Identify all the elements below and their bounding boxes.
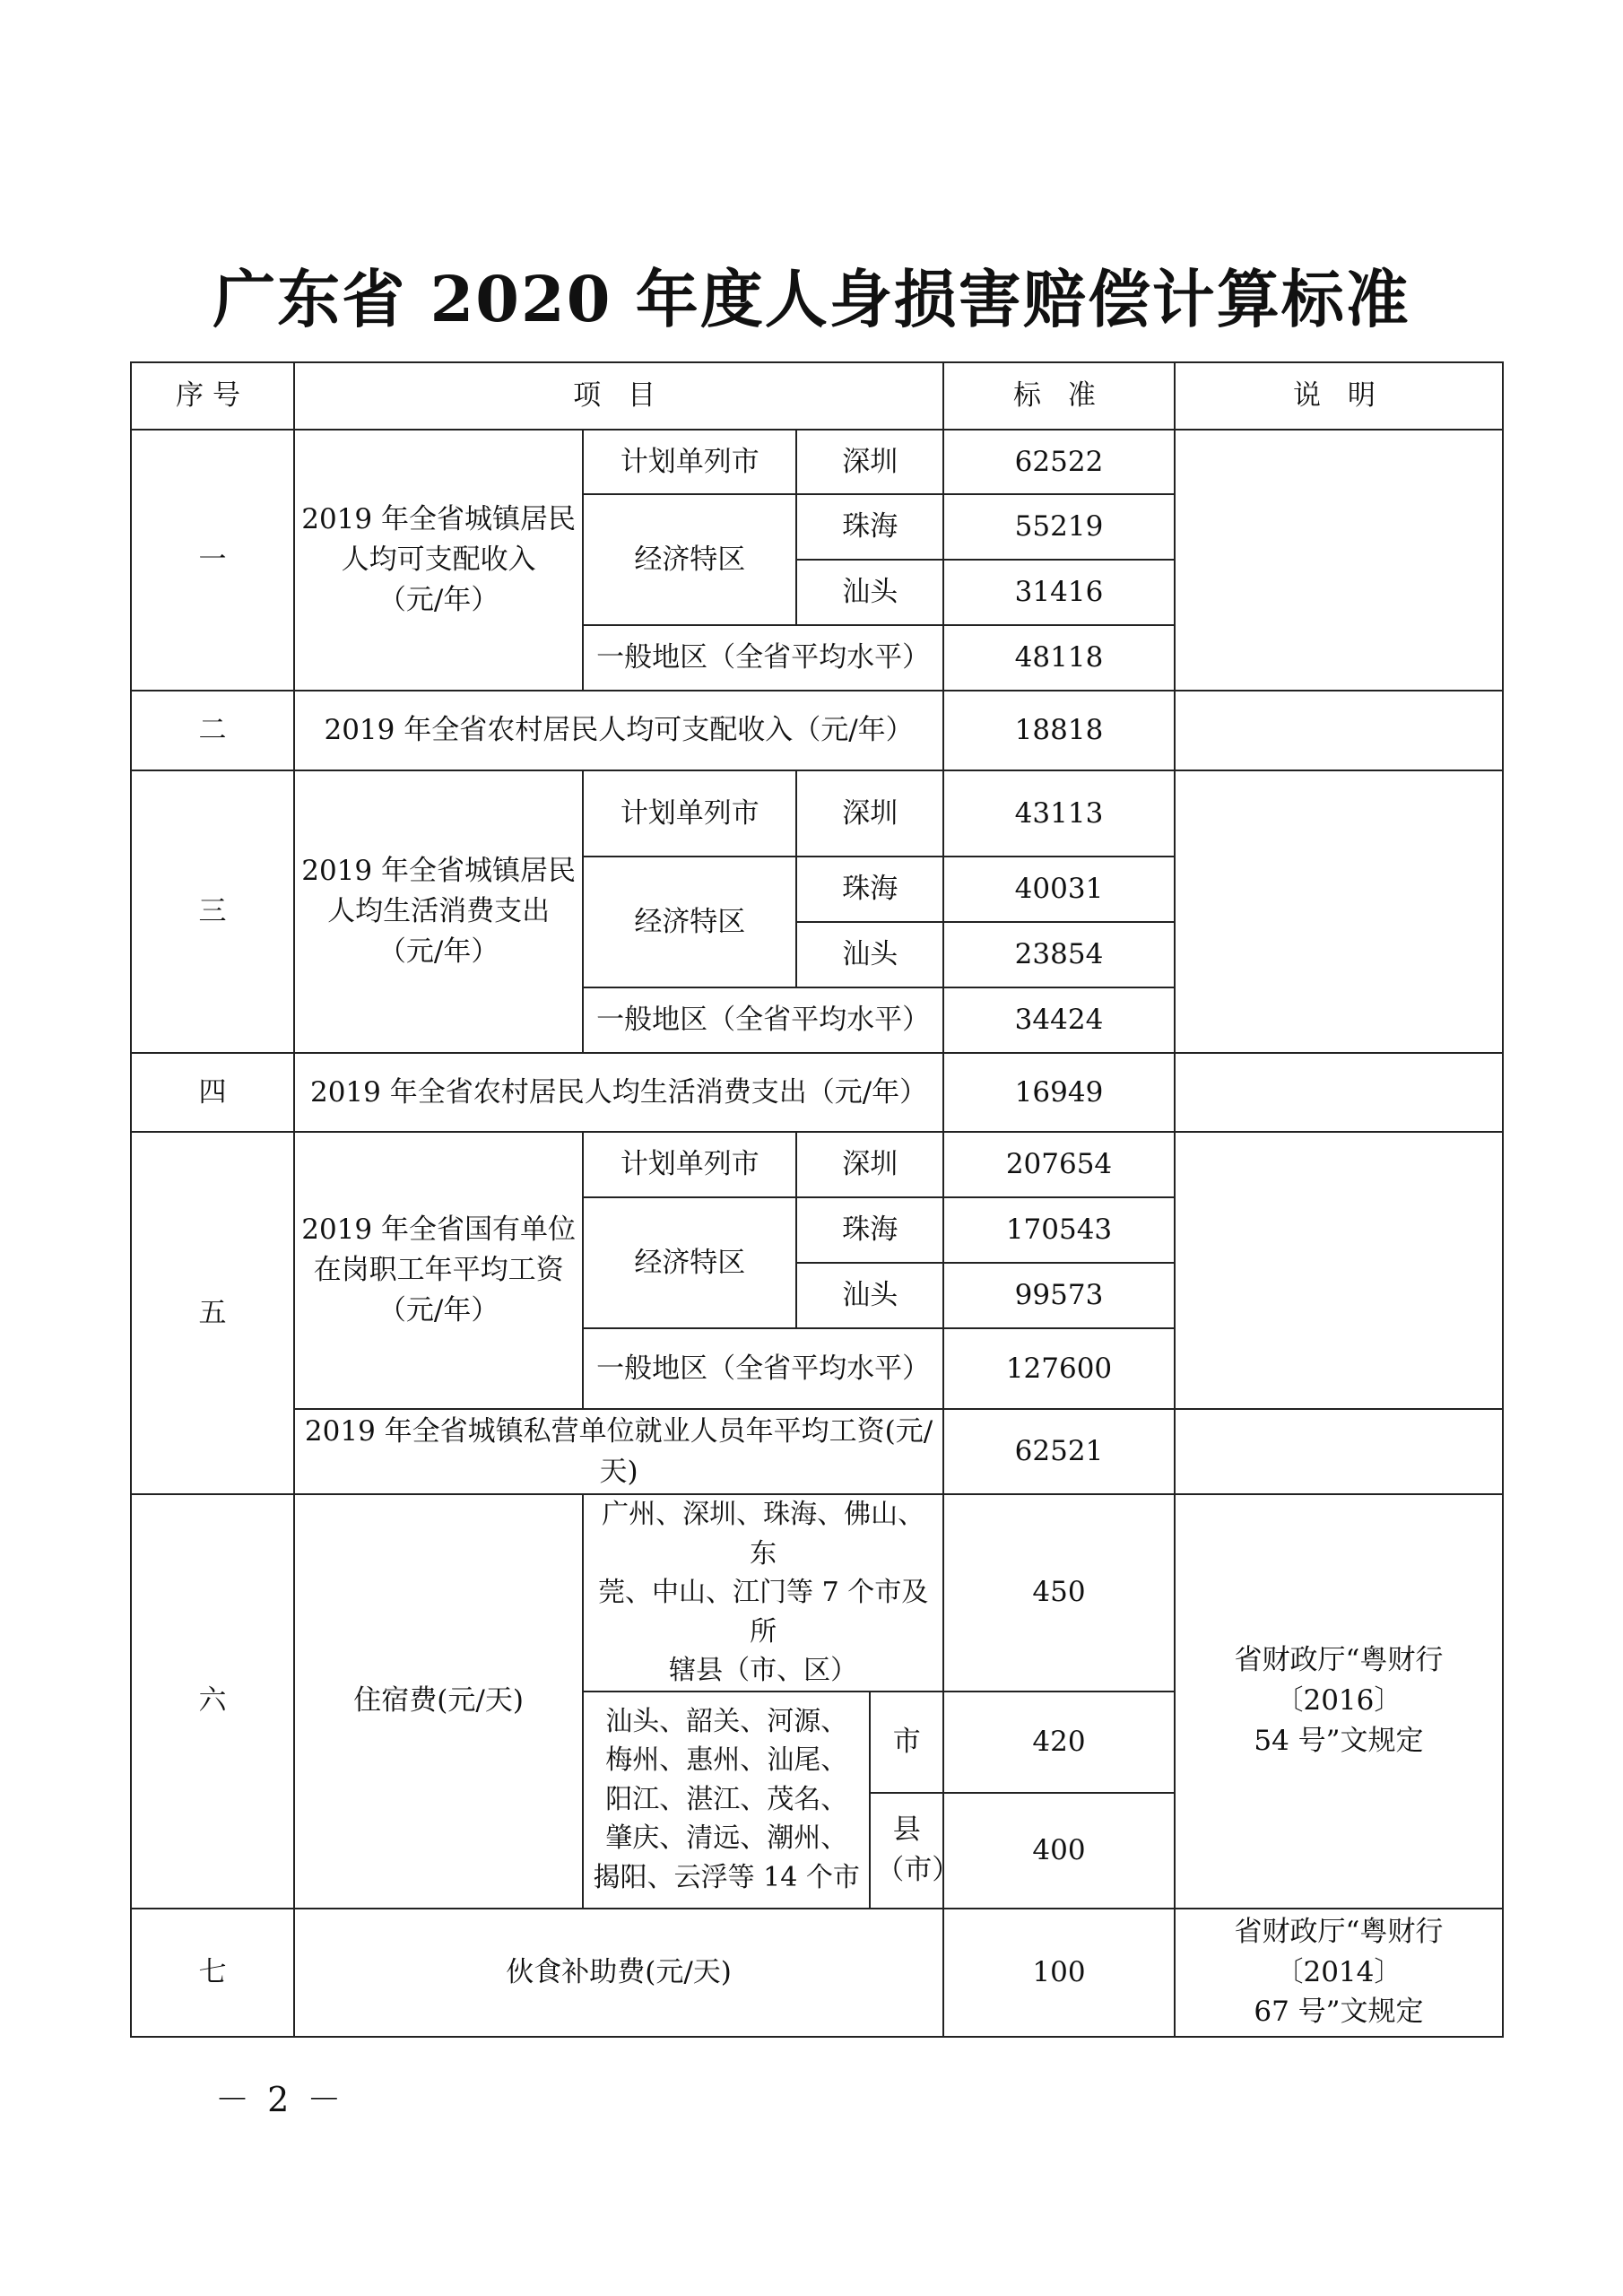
header-note: 说 明 bbox=[1175, 362, 1503, 430]
value-cell: 34424 bbox=[943, 987, 1175, 1053]
value-cell: 43113 bbox=[943, 770, 1175, 857]
value-cell: 100 bbox=[943, 1909, 1175, 2037]
note-line: 54 号”文规定 bbox=[1254, 1725, 1424, 1758]
region-cell bbox=[583, 1692, 870, 1909]
category-cell: 计划单列市 bbox=[583, 430, 796, 494]
region-line: 肇庆、清远、潮州、 bbox=[605, 1822, 848, 1855]
value-cell: 207654 bbox=[943, 1132, 1175, 1197]
value-cell: 400 bbox=[943, 1793, 1175, 1909]
city-cell: 深圳 bbox=[796, 1132, 943, 1197]
value-cell: 450 bbox=[943, 1494, 1175, 1692]
page-number: － 2 － bbox=[215, 2080, 345, 2119]
note-cell bbox=[1175, 1409, 1503, 1494]
table-row bbox=[131, 1132, 1503, 1197]
note-cell bbox=[1175, 1053, 1503, 1132]
value-cell: 99573 bbox=[943, 1263, 1175, 1328]
compensation-standards-table bbox=[130, 361, 1504, 2038]
value-cell: 55219 bbox=[943, 494, 1175, 560]
table-row bbox=[131, 691, 1503, 770]
category-cell: 经济特区 bbox=[583, 857, 796, 987]
seq-cell: 五 bbox=[131, 1132, 294, 1494]
item-cell: 住宿费(元/天) bbox=[294, 1494, 583, 1909]
note-line: 省财政厅“粤财行〔2016〕 bbox=[1234, 1644, 1444, 1718]
city-cell: 珠海 bbox=[796, 494, 943, 560]
value-cell: 40031 bbox=[943, 857, 1175, 922]
note-cell bbox=[1175, 691, 1503, 770]
city-cell: 深圳 bbox=[796, 770, 943, 857]
region-line: 梅州、惠州、汕尾、 bbox=[605, 1744, 848, 1777]
item-cell bbox=[294, 430, 583, 691]
value-cell: 62522 bbox=[943, 430, 1175, 494]
seq-cell: 一 bbox=[131, 430, 294, 691]
item-line: 2019 年全省城镇居民 bbox=[301, 855, 576, 888]
seq-cell: 四 bbox=[131, 1053, 294, 1132]
region-line: 汕头、韶关、河源、 bbox=[605, 1705, 848, 1737]
value-cell: 127600 bbox=[943, 1328, 1175, 1409]
city-label-cell: 市 bbox=[870, 1692, 943, 1793]
value-cell: 62521 bbox=[943, 1409, 1175, 1494]
category-cell: 一般地区（全省平均水平） bbox=[583, 987, 943, 1053]
item-cell: 2019 年全省农村居民人均生活消费支出（元/年） bbox=[294, 1053, 943, 1132]
value-cell: 420 bbox=[943, 1692, 1175, 1793]
region-cell bbox=[583, 1494, 943, 1692]
item-line: 人均生活消费支出 bbox=[327, 895, 551, 928]
item-line: （元/年） bbox=[378, 935, 499, 968]
city-cell: 汕头 bbox=[796, 922, 943, 987]
item-line: 2019 年全省国有单位 bbox=[301, 1213, 576, 1247]
item-cell: 伙食补助费(元/天) bbox=[294, 1909, 943, 2037]
city-cell: 汕头 bbox=[796, 1263, 943, 1328]
table-header-row bbox=[131, 362, 1503, 430]
item-cell: 2019 年全省农村居民人均可支配收入（元/年） bbox=[294, 691, 943, 770]
header-seq: 序号 bbox=[131, 362, 294, 430]
note-cell bbox=[1175, 1909, 1503, 2037]
item-line: 在岗职工年平均工资 bbox=[313, 1254, 564, 1287]
region-line: 莞、中山、江门等 7 个市及所 bbox=[598, 1577, 929, 1648]
seq-cell: 七 bbox=[131, 1909, 294, 2037]
region-line: 揭阳、云浮等 14 个市 bbox=[593, 1861, 860, 1893]
note-cell bbox=[1175, 770, 1503, 1053]
seq-cell: 二 bbox=[131, 691, 294, 770]
value-cell: 170543 bbox=[943, 1197, 1175, 1263]
table-row bbox=[131, 770, 1503, 857]
category-cell: 计划单列市 bbox=[583, 1132, 796, 1197]
category-cell: 经济特区 bbox=[583, 494, 796, 625]
item-line: （元/年） bbox=[378, 1293, 499, 1326]
value-cell: 31416 bbox=[943, 560, 1175, 625]
value-cell: 23854 bbox=[943, 922, 1175, 987]
value-cell: 48118 bbox=[943, 625, 1175, 691]
item-line: 人均可支配收入 bbox=[341, 544, 536, 577]
note-cell bbox=[1175, 1132, 1503, 1409]
region-line: 辖县（市、区） bbox=[669, 1655, 858, 1686]
item-cell bbox=[294, 770, 583, 1053]
table-row bbox=[131, 1909, 1503, 2037]
note-cell bbox=[1175, 1494, 1503, 1909]
value-cell: 16949 bbox=[943, 1053, 1175, 1132]
note-cell bbox=[1175, 430, 1503, 691]
seq-cell: 三 bbox=[131, 770, 294, 1053]
region-line: 阳江、湛江、茂名、 bbox=[605, 1783, 848, 1815]
category-cell: 一般地区（全省平均水平） bbox=[583, 1328, 943, 1409]
city-cell: 珠海 bbox=[796, 1197, 943, 1263]
city-cell: 珠海 bbox=[796, 857, 943, 922]
item-line: 2019 年全省城镇居民 bbox=[301, 503, 576, 536]
header-std: 标 准 bbox=[943, 362, 1175, 430]
category-cell: 经济特区 bbox=[583, 1197, 796, 1328]
note-line: 67 号”文规定 bbox=[1254, 1996, 1424, 2029]
item-line: （元/年） bbox=[378, 583, 499, 616]
header-item: 项 目 bbox=[294, 362, 943, 430]
value-cell: 18818 bbox=[943, 691, 1175, 770]
table-row bbox=[131, 430, 1503, 494]
region-line: 广州、深圳、珠海、佛山、东 bbox=[602, 1499, 925, 1570]
note-line: 省财政厅“粤财行〔2014〕 bbox=[1234, 1915, 1444, 1988]
document-title: 广东省 2020 年度人身损害赔偿计算标准 bbox=[213, 262, 1410, 336]
city-cell: 汕头 bbox=[796, 560, 943, 625]
table-row bbox=[131, 1053, 1503, 1132]
city-cell: 深圳 bbox=[796, 430, 943, 494]
county-label-cell: 县（市） bbox=[870, 1793, 943, 1909]
category-cell: 计划单列市 bbox=[583, 770, 796, 857]
table-row bbox=[131, 1494, 1503, 1692]
category-cell: 一般地区（全省平均水平） bbox=[583, 625, 943, 691]
table-row bbox=[131, 1409, 1503, 1494]
item-cell: 2019 年全省城镇私营单位就业人员年平均工资(元/天) bbox=[294, 1409, 943, 1494]
item-cell bbox=[294, 1132, 583, 1409]
seq-cell: 六 bbox=[131, 1494, 294, 1909]
